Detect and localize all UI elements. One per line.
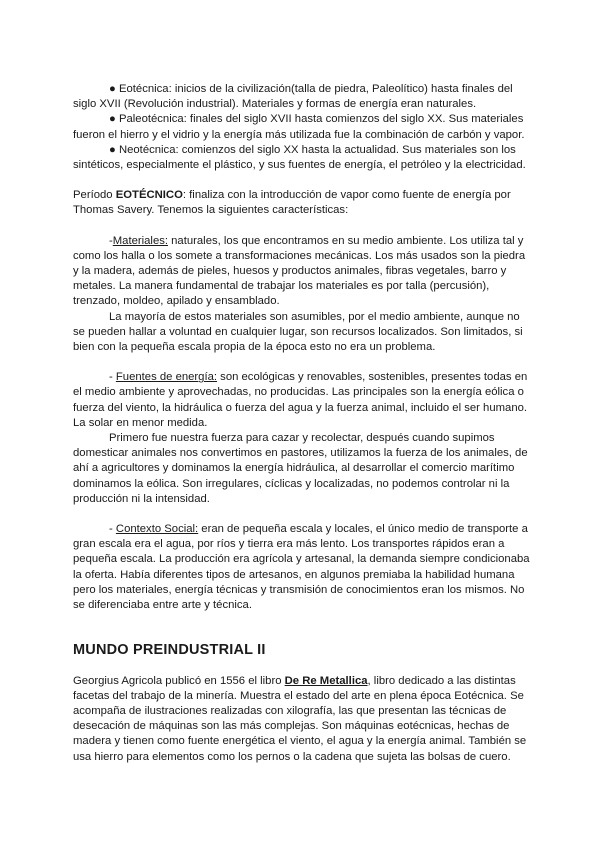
materiales-paragraph-2: La mayoría de estos materiales son asumibles, por el medio ambiente, aunque no se pueden hallar a voluntad en cualquier lugar, son recursos localizados. Son limitados, si bien con la pequeña escala propia de la época esto no era un problema.: [73, 310, 523, 354]
materiales-label: Materiales:: [112, 234, 169, 247]
agricola-paragraph: Georgius Agricola publicó en 1556 el libro De Re Metallica, libro dedicado a las distintas facetas del trabajo de la minería. Muestra el estado del arte en plena época Eotécnica. Se acompaña de ilustraciones realizadas con xilografía, las que presentan las técnicas de desecación de máquinas son las más complejas. Son máquinas eotécnicas, hechas de madera y tienen como fuente energética el viento, el agua y la energía animal. También se usa hierro para elementos como los pernos o la cadena que sujeta las bolsas de cuero.: [73, 674, 527, 763]
section-heading: MUNDO PREINDUSTRIAL II: [73, 642, 266, 659]
bullet-paleotecnica: ● Paleotécnica: finales del siglo XVII hasta comienzos del siglo XX. Sus materiales fueron el hierro y el vidrio y la energía más utilizada fue la combinación de carbón y vapor.: [73, 113, 525, 141]
periodo-term: EOTÉCNICO: [115, 189, 183, 202]
bullet-neotecnica: ● Neotécnica: comienzos del siglo XX hasta la actualidad. Sus materiales son los sintéticos, especialmente el plástico, y sus fuentes de energía, el petróleo y la electricidad.: [73, 143, 526, 172]
bullet-eotecnica: ● Eotécnica: inicios de la civilización(talla de piedra, Paleolítico) hasta finales del siglo XVII (Revolución industrial). Materiales y formas de energía eran naturales.: [73, 83, 513, 111]
book-title: De Re Metallica: [284, 674, 368, 687]
social-label: Contexto Social:: [115, 523, 199, 536]
social-paragraph: - Contexto Social: eran de pequeña escala y locales, el único medio de transporte a gran escala era el agua, por ríos y tierra era más lento. Los transportes rápidos eran a pequeña escala. La producción era agrícola y artesanal, la demanda siempre condicionaba la oferta. Había diferentes tipos de artesanos, en algunos premiaba la habilidad humana pero los materiales, energía técnicas y transmisión de conocimientos eran los mismos. No se diferenciaba entre arte y técnica.: [73, 523, 530, 612]
energia-paragraph: - Fuentes de energía: son ecológicas y renovables, sostenibles, presentes todas en el medio ambiente y aprovechadas, no producidas. Las principales son la energía eólica o fuerza del viento, la hidráulica o fuerza del agua y la fuerza animal, incluido el ser humano. La solar en menor medida.: [73, 371, 528, 429]
materiales-paragraph: -Materiales: naturales, los que encontramos en su medio ambiente. Los utiliza tal y como los halla o los somete a transformaciones mecánicas. Los más usados son la piedra y la madera, además de pieles, huesos y productos animales, fibras vegetales, barro y metales. La manera fundamental de trabajar los materiales es por talla (percusión), trenzado, moldeo, apilado y ensamblado.: [73, 234, 526, 308]
energia-label: Fuentes de energía:: [115, 371, 218, 384]
periodo-paragraph: Período EOTÉCNICO: finaliza con la introducción de vapor como fuente de energía por Thomas Savery. Tenemos la siguientes características:: [73, 189, 511, 217]
page-content: [73, 82, 533, 765]
energia-paragraph-2: Primero fue nuestra fuerza para cazar y recolectar, después cuando supimos domesticar animales nos convertimos en pastores, utilizamos la fuerza de los animales, de ahí a agricultores y dominamos la energía hidráulica, al desarrollar el comercio marítimo dominamos la eólica. Son irregulares, cíclicas y localizadas, no podemos controlar ni la producción ni la intensidad.: [73, 432, 528, 505]
